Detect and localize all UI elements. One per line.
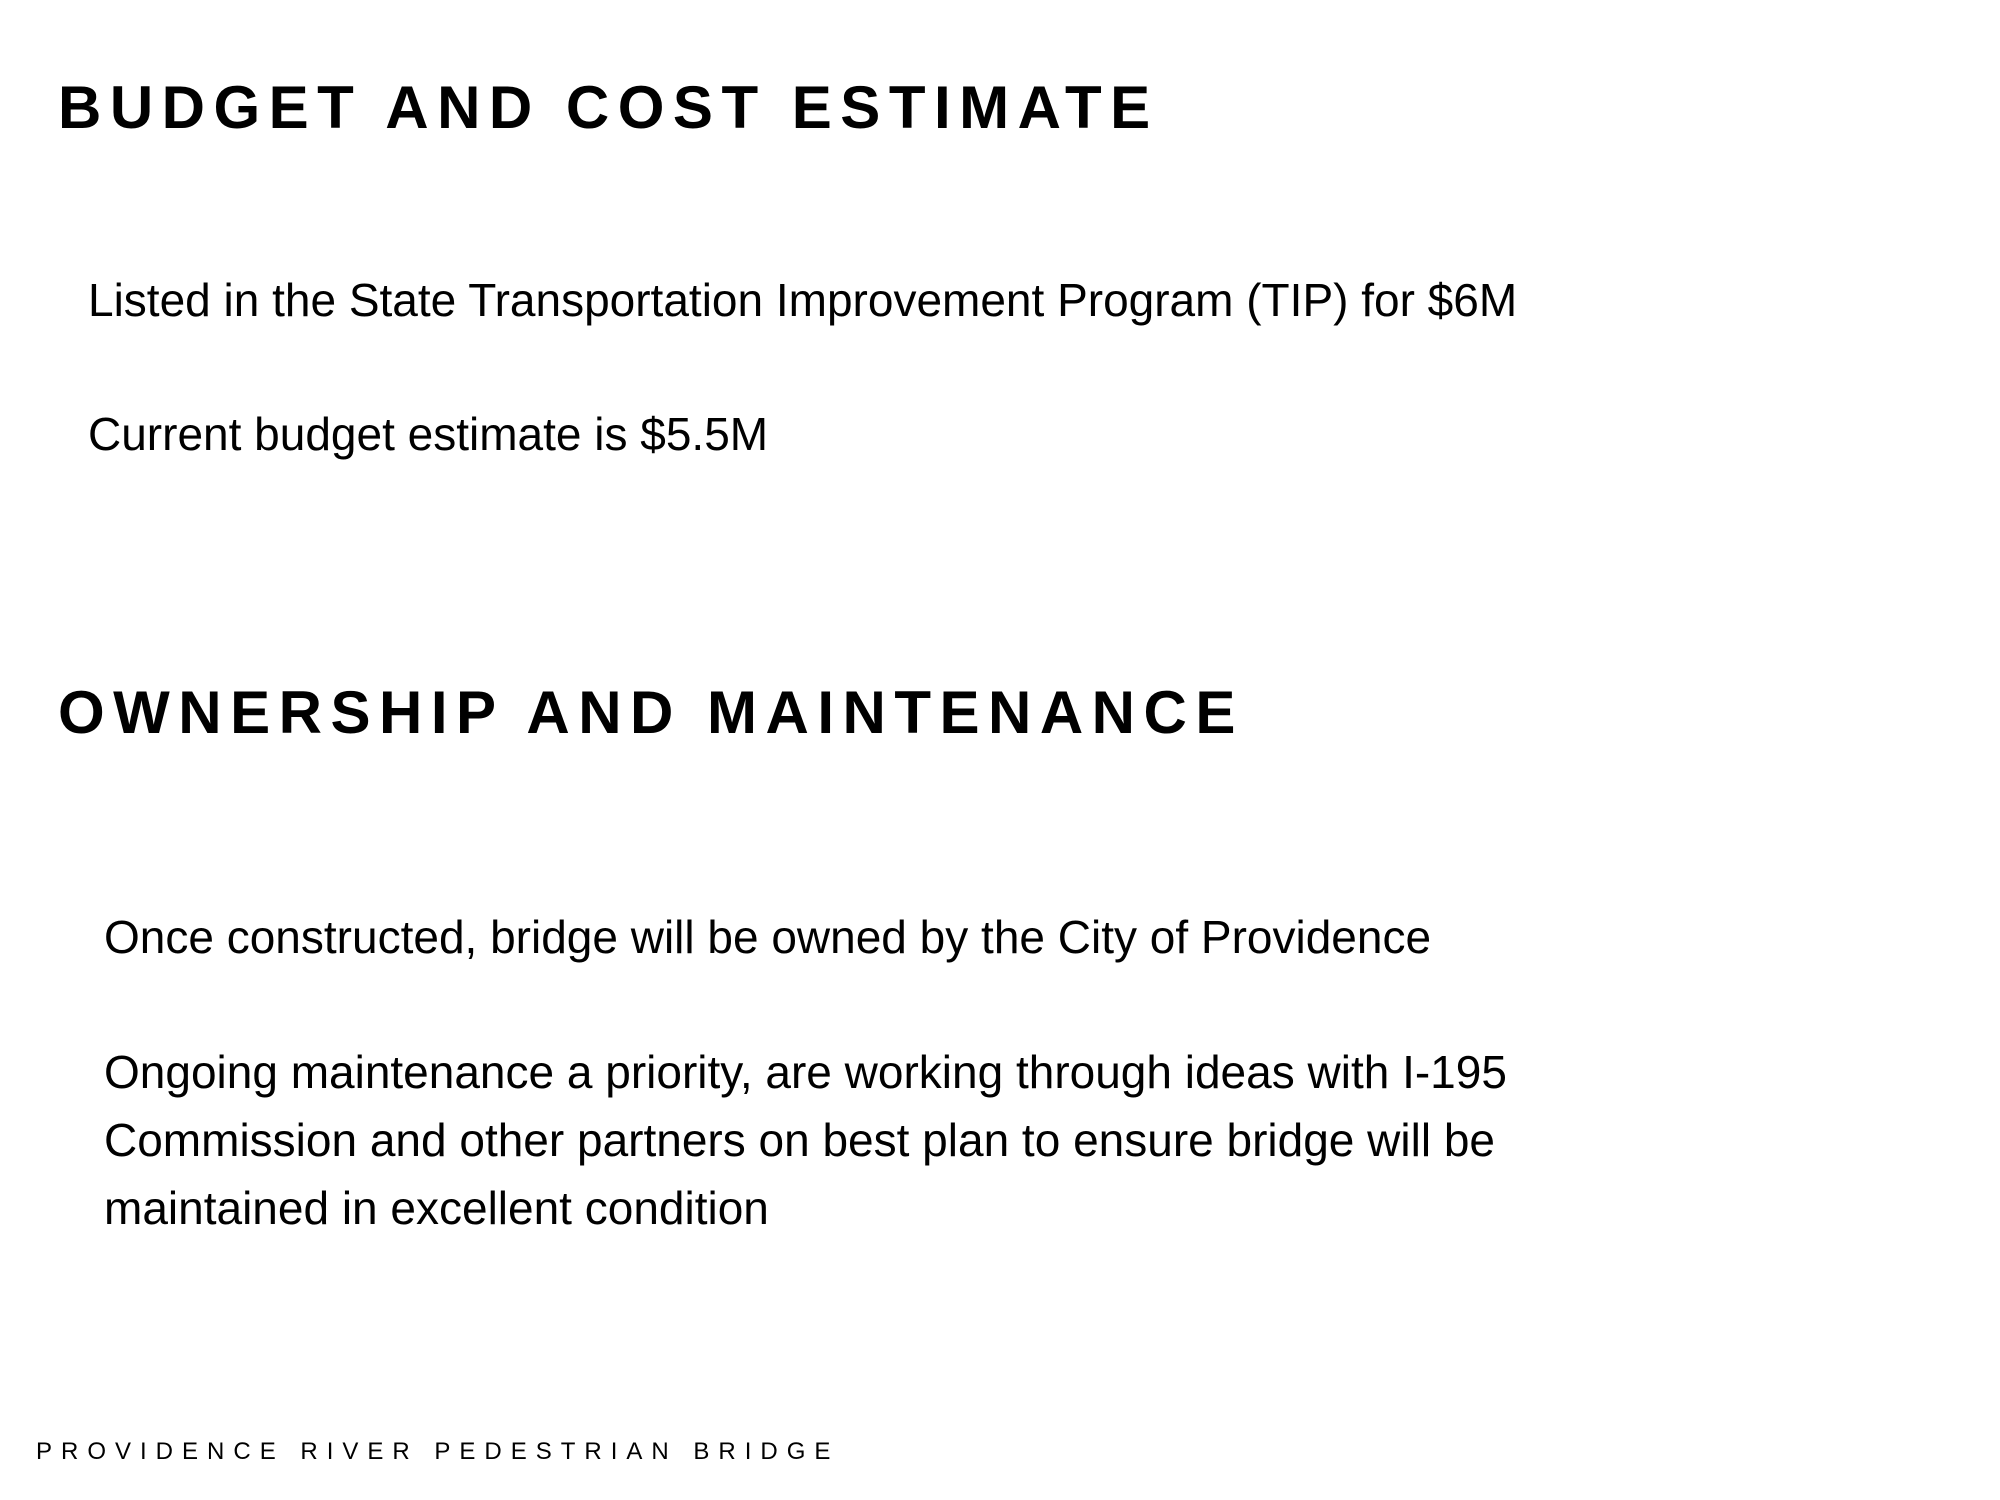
budget-heading: BUDGET AND COST ESTIMATE xyxy=(58,74,1159,141)
maintenance-line: maintained in excellent condition xyxy=(104,1182,769,1234)
footer-project-name: PROVIDENCE RIVER PEDESTRIAN BRIDGE xyxy=(36,1438,840,1465)
current-budget-text: Current budget estimate is $5.5M xyxy=(88,408,769,460)
maintenance-line: Ongoing maintenance a priority, are working through ideas with I-195 xyxy=(104,1046,1507,1098)
tip-listing-text: Listed in the State Transportation Improvement Program (TIP) for $6M xyxy=(88,274,1518,326)
ownership-text: Once constructed, bridge will be owned by the City of Providence xyxy=(104,911,1432,963)
ownership-heading: OWNERSHIP AND MAINTENANCE xyxy=(58,679,1244,746)
maintenance-paragraph xyxy=(104,1038,1507,1242)
maintenance-line: Commission and other partners on best plan to ensure bridge will be xyxy=(104,1114,1495,1166)
